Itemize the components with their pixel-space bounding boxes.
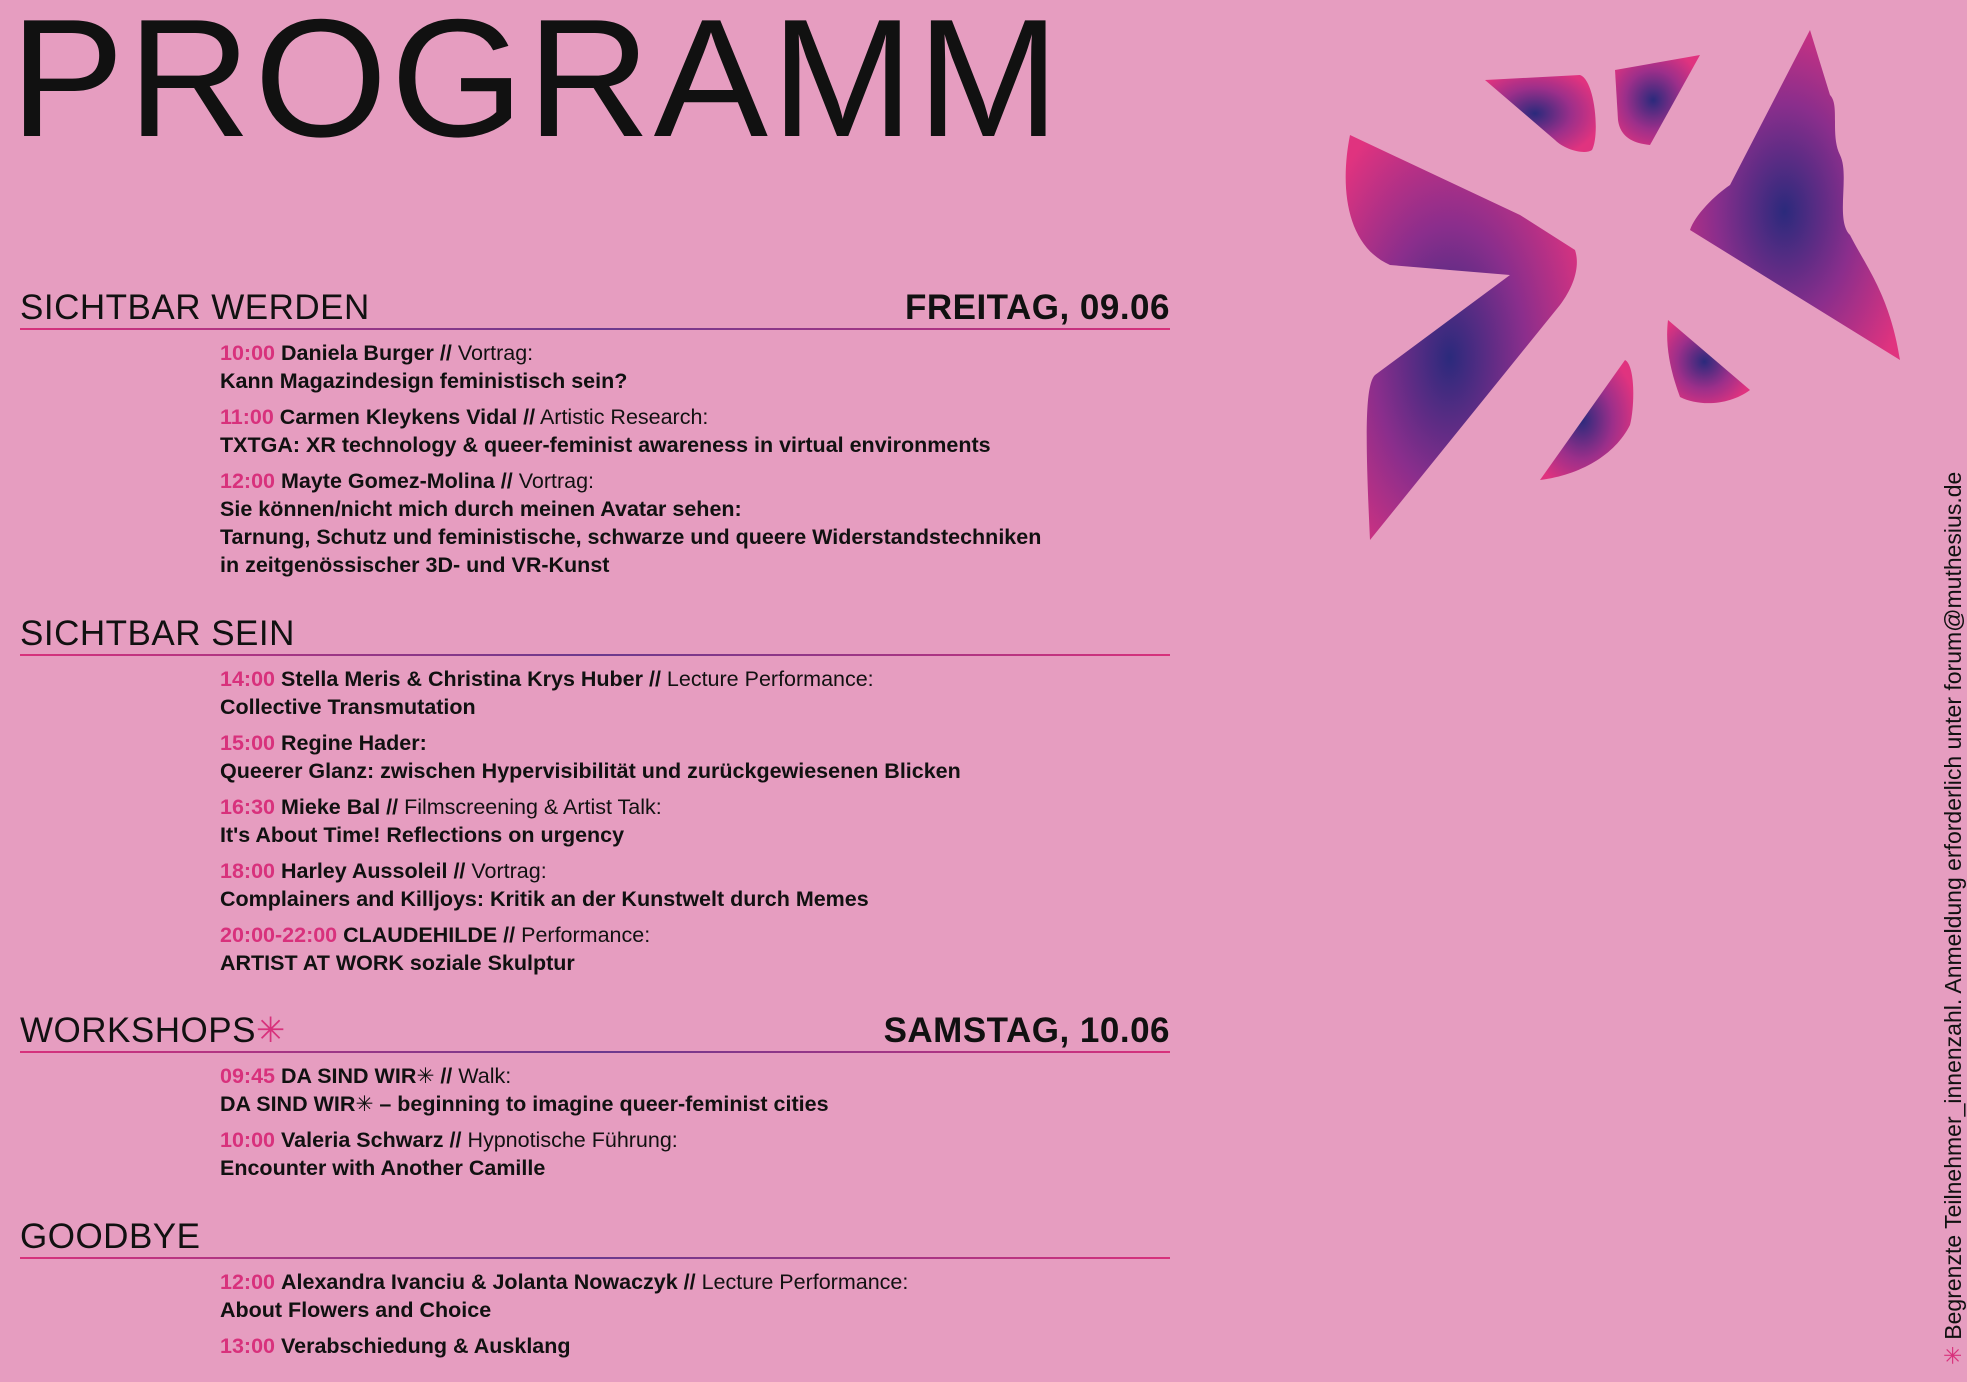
event-type: Artistic Research:	[539, 405, 709, 429]
event-item	[220, 339, 1170, 395]
event-item	[220, 793, 1170, 849]
event-title: Queerer Glanz: zwischen Hypervisibilität und zurückgewiesenen Blicken	[220, 759, 961, 783]
section-goodbye	[20, 1217, 1170, 1368]
event-type: Walk:	[458, 1064, 512, 1088]
event-title: Tarnung, Schutz und feministische, schwarze und queere Widerstandstechniken	[220, 525, 1042, 549]
event-speaker: Alexandra Ivanciu & Jolanta Nowaczyk //	[280, 1270, 696, 1294]
event-time: 13:00	[220, 1334, 275, 1358]
event-speaker: Verabschiedung & Ausklang	[280, 1334, 571, 1358]
event-title: Encounter with Another Camille	[220, 1156, 546, 1180]
event-speaker: Mayte Gomez-Molina //	[280, 469, 513, 493]
event-type: Hypnotische Führung:	[467, 1128, 678, 1152]
section-title: GOODBYE	[20, 1217, 201, 1256]
festival-logo-graphic	[1330, 25, 1910, 545]
event-item	[220, 467, 1170, 579]
event-time: 09:45	[220, 1064, 275, 1088]
event-type: Vortrag:	[518, 469, 595, 493]
event-item	[220, 921, 1170, 977]
event-item	[220, 1268, 1170, 1324]
event-speaker: Carmen Kleykens Vidal //	[279, 405, 536, 429]
logo-shard-top-left	[1485, 75, 1596, 152]
section-header	[20, 1217, 1170, 1259]
event-type: Filmscreening & Artist Talk:	[404, 795, 662, 819]
event-item	[220, 1332, 1170, 1360]
section-sichtbar-sein	[20, 614, 1170, 985]
asterisk-icon: ✳	[1940, 1345, 1966, 1365]
event-list	[220, 665, 1170, 977]
logo-shard-top-center	[1615, 55, 1700, 145]
event-speaker: Stella Meris & Christina Krys Huber //	[280, 667, 661, 691]
event-title: in zeitgenössischer 3D- und VR-Kunst	[220, 553, 610, 577]
logo-shard-right	[1690, 30, 1900, 360]
event-time: 14:00	[220, 667, 275, 691]
event-list	[220, 339, 1170, 579]
section-workshops	[20, 1011, 1170, 1190]
section-date: FREITAG, 09.06	[904, 288, 1170, 327]
event-type: Vortrag:	[457, 341, 534, 365]
registration-note-text: Begrenzte Teilnehmer_innenzahl. Anmeldung erforderlich unter forum@muthesius.de	[1940, 471, 1966, 1340]
event-time: 10:00	[220, 341, 275, 365]
event-speaker: DA SIND WIR✳ //	[280, 1064, 453, 1088]
event-list	[220, 1268, 1170, 1360]
event-title: Complainers and Killjoys: Kritik an der Kunstwelt durch Memes	[220, 887, 869, 911]
event-title: ARTIST AT WORK soziale Skulptur	[220, 951, 575, 975]
event-time: 10:00	[220, 1128, 275, 1152]
event-speaker: Regine Hader:	[280, 731, 427, 755]
section-date: SAMSTAG, 10.06	[883, 1011, 1170, 1050]
logo-shard-bottom-center	[1667, 320, 1750, 403]
section-title: SICHTBAR SEIN	[20, 614, 295, 653]
event-speaker: Mieke Bal //	[280, 795, 399, 819]
event-title: About Flowers and Choice	[220, 1298, 492, 1322]
event-list	[220, 1062, 1170, 1182]
registration-note	[1940, 472, 1967, 1365]
event-type: Performance:	[521, 923, 651, 947]
event-item	[220, 1062, 1170, 1118]
section-header	[20, 614, 1170, 656]
event-speaker: Daniela Burger //	[280, 341, 452, 365]
event-item	[220, 403, 1170, 459]
event-speaker: Harley Aussoleil //	[280, 859, 466, 883]
event-speaker: CLAUDEHILDE //	[343, 923, 516, 947]
event-item	[220, 857, 1170, 913]
event-title: Collective Transmutation	[220, 695, 476, 719]
event-title: TXTGA: XR technology & queer-feminist awareness in virtual environments	[220, 433, 991, 457]
section-sichtbar-werden	[20, 288, 1170, 587]
event-speaker: Valeria Schwarz //	[280, 1128, 462, 1152]
page-title: PROGRAMM	[10, 0, 1063, 172]
event-time: 11:00	[220, 405, 274, 429]
section-title: SICHTBAR WERDEN	[20, 288, 370, 327]
event-time: 12:00	[220, 469, 275, 493]
event-time: 18:00	[220, 859, 275, 883]
event-time: 16:30	[220, 795, 275, 819]
section-header	[20, 288, 1170, 330]
event-time: 15:00	[220, 731, 275, 755]
event-item	[220, 665, 1170, 721]
event-title: DA SIND WIR✳ – beginning to imagine queer-feminist cities	[220, 1092, 829, 1116]
event-title: Kann Magazindesign feministisch sein?	[220, 369, 628, 393]
section-header	[20, 1011, 1170, 1053]
event-time: 12:00	[220, 1270, 275, 1294]
event-time: 20:00-22:00	[220, 923, 338, 947]
event-type: Lecture Performance:	[666, 667, 874, 691]
asterisk-icon: ✳	[255, 1011, 286, 1050]
event-item	[220, 1126, 1170, 1182]
event-item	[220, 729, 1170, 785]
logo-shard-bottom-left	[1540, 360, 1633, 480]
event-title: It's About Time! Reflections on urgency	[220, 823, 625, 847]
event-title: Sie können/nicht mich durch meinen Avatar sehen:	[220, 497, 742, 521]
event-type: Vortrag:	[471, 859, 547, 883]
event-type: Lecture Performance:	[701, 1270, 909, 1294]
section-title: WORKSHOPS✳	[20, 1011, 286, 1050]
